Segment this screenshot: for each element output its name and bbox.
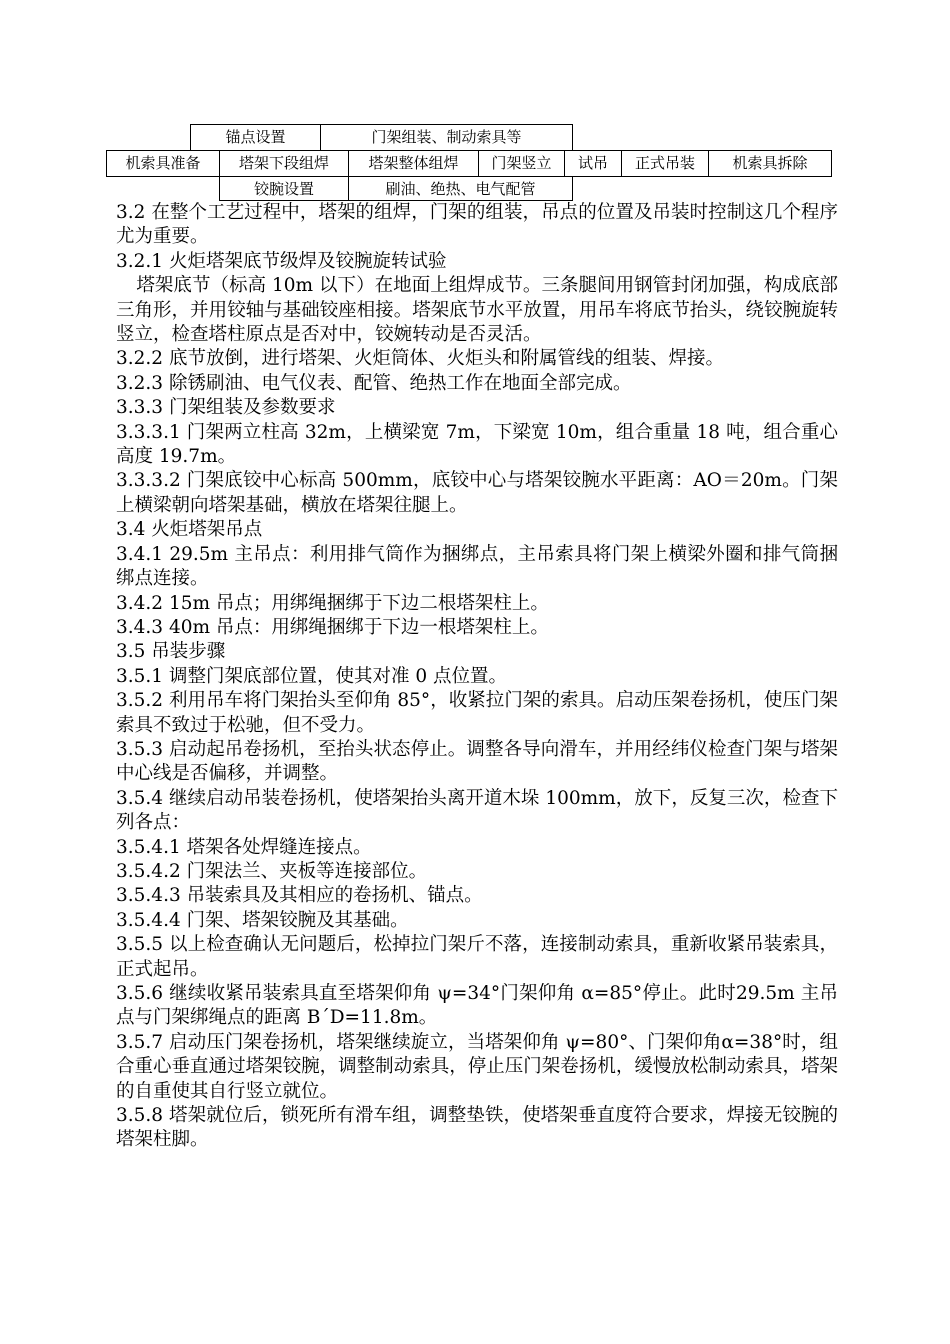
paragraph: 3.4.3 40m 吊点：用绑绳捆绑于下边一根塔架柱上。 [116, 616, 549, 638]
paragraph: 3.5.8 塔架就位后，锁死所有滑车组，调整垫铁，使塔架垂直度符合要求，焊接无铰腕的塔架柱脚。 [116, 1105, 838, 1151]
paragraph: 3.5.3 启动起吊卷扬机，至抬头状态停止。调整各导向滑车，并用经纬仪检查门架与塔架中心线是否偏移，并调整。 [116, 738, 838, 785]
flow-box-rigging-prep: 机索具准备 [106, 150, 220, 177]
paragraph: 3.5.4.4 门架、塔架铰腕及其基础。 [116, 909, 409, 931]
flow-box-hinge: 铰腕设置 [219, 176, 349, 201]
section-heading: 3.4 火炬塔架吊点 [116, 519, 263, 541]
paragraph: 3.5.5 以上检查确认无问题后，松掉拉门架斤不落，连接制动索具，重新收紧吊装索具，正式起吊。 [116, 934, 838, 980]
section-heading: 3.2.1 火炬塔架底节级焊及铰腕旋转试验 [116, 250, 447, 272]
paragraph: 3.2.3 除锈刷油、电气仪表、配管、绝热工作在地面全部完成。 [116, 372, 632, 394]
flow-box-tower-weld: 塔架整体组焊 [348, 150, 479, 177]
flow-box-paint: 刷油、绝热、电气配管 [348, 176, 573, 201]
paragraph: 3.5.2 利用吊车将门架抬头至仰角 85°，收紧拉门架的索具。启动压架卷扬机，使压门架索具不致过于松驰，但不受力。 [116, 690, 838, 736]
flow-box-portal-erect: 门架竖立 [478, 150, 565, 177]
paragraph: 3.3.3.1 门架两立柱高 32m，上横梁宽 7m，下梁宽 10m，组合重量 18 吨，组合重心高度 19.7m。 [116, 421, 838, 468]
paragraph: 3.5.7 启动压门架卷扬机，塔架继续旋立，当塔架仰角 ψ=80°、门架仰角α=38°时，组合重心垂直通过塔架铰腕，调整制动索具，停止压门架卷扬机，缓慢放松制动索具，塔架的自重使其自行竖立就位。 [116, 1031, 838, 1102]
paragraph: 3.4.2 15m 吊点；用绑绳捆绑于下边二根塔架柱上。 [116, 592, 549, 614]
paragraph: 3.2 在整个工艺过程中，塔架的组焊，门架的组装，吊点的位置及吊装时控制这几个程序尤为重要。 [116, 202, 838, 248]
flow-box-portal-assembly: 门架组装、制动索具等 [320, 124, 573, 151]
paragraph: 塔架底节（标高 10m 以下）在地面上组焊成节。三条腿间用钢管封闭加强，构成底部三角形，并用铰轴与基础铰座相接。塔架底节水平放置，用吊车将底节抬头，绕铰腕旋转竖立，检查塔柱原点是否对中，铰婉转动是否灵活。 [116, 275, 838, 346]
paragraph: 3.5.4 继续启动吊装卷扬机，使塔架抬头离开道木垛 100mm，放下，反复三次，检查下列各点： [116, 787, 838, 834]
paragraph: 3.5.4.2 门架法兰、夹板等连接部位。 [116, 860, 428, 882]
section-heading: 3.3.3 门架组装及参数要求 [116, 397, 336, 419]
paragraph: 3.5.1 调整门架底部位置，使其对准 0 点位置。 [116, 665, 507, 687]
paragraph: 3.3.3.2 门架底铰中心标高 500mm，底铰中心与塔架铰腕水平距离：AO＝20m。门架上横梁朝向塔架基础，横放在塔架往腿上。 [116, 470, 838, 516]
flow-box-trial-lift: 试吊 [564, 150, 622, 177]
paragraph: 3.4.1 29.5m 主吊点：利用排气筒作为捆绑点，主吊索具将门架上横梁外圈和排气筒捆绑点连接。 [116, 543, 838, 590]
paragraph: 3.5.4.3 吊装索具及其相应的卷扬机、锚点。 [116, 885, 483, 907]
paragraph: 3.2.2 底节放倒，进行塔架、火炬筒体、火炬头和附属管线的组装、焊接。 [116, 348, 724, 370]
section-heading: 3.5 吊装步骤 [116, 641, 226, 663]
flow-box-rigging-remove: 机索具拆除 [708, 150, 832, 177]
flow-box-lower-weld: 塔架下段组焊 [219, 150, 349, 177]
paragraph: 3.5.6 继续收紧吊装索具直至塔架仰角 ψ=34°门架仰角 α=85°停止。此时29.5m 主吊点与门架绑绳点的距离 B´D=11.8m。 [116, 983, 838, 1029]
flow-box-formal-lift: 正式吊装 [621, 150, 709, 177]
process-flow-diagram [0, 0, 950, 210]
document-body [116, 201, 838, 1153]
paragraph: 3.5.4.1 塔架各处焊缝连接点。 [116, 836, 372, 858]
flow-box-anchor: 锚点设置 [190, 124, 321, 151]
